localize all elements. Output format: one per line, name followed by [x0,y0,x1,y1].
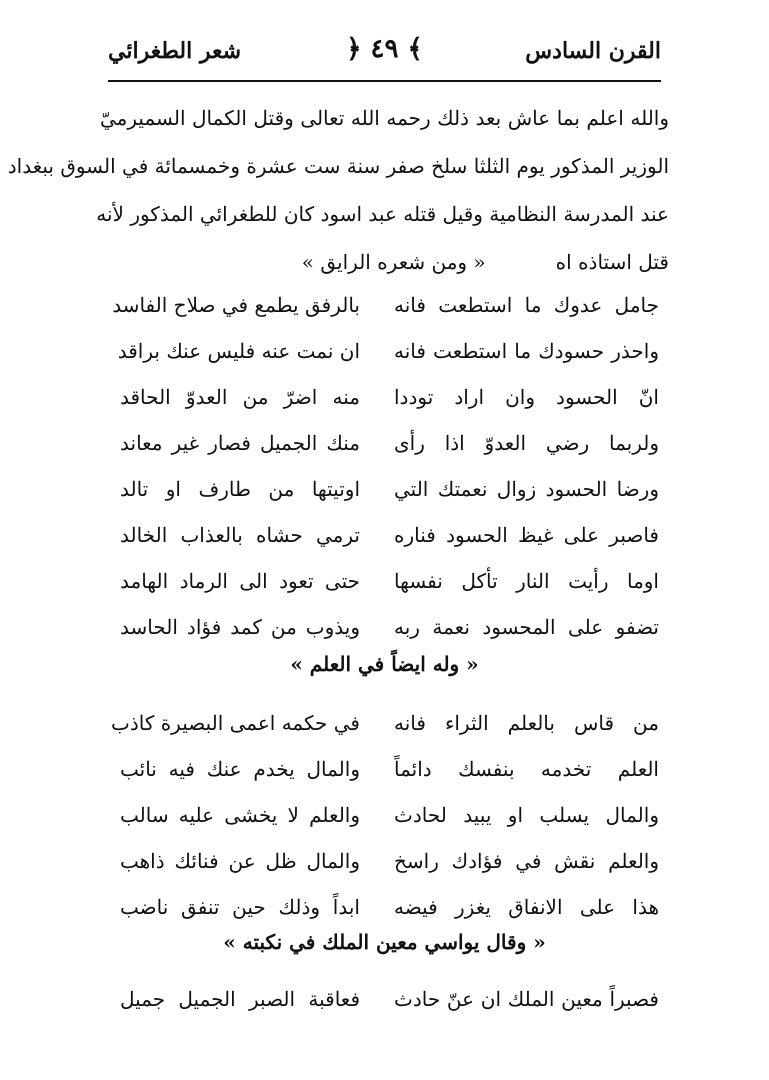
running-title-left: شعر الطغرائي [108,38,242,64]
second-hemistich: والعلم لا يخشى عليه سالب [120,803,360,827]
prose-line-text: قتل استاذه اه [555,250,669,274]
poem-consolation [120,976,659,1022]
poem-knowledge [110,700,659,930]
prose-line-last [100,238,669,286]
second-hemistich: ترمي حشاه بالعذاب الخالد [120,523,360,547]
verse [110,700,659,746]
first-hemistich: ورضا الحسود زوال نعمتك التي [394,477,659,501]
second-hemistich: والمال يخدم عنك فيه نائب [120,757,360,781]
section-title-knowledge: « وله ايضاً في العلم » [290,652,479,676]
page-header [108,30,661,78]
first-hemistich: هذا على الانفاق يغزر فيضه [394,895,659,919]
section-title-consolation: « وقال يواسي معين الملك في نكبته » [223,930,546,954]
second-hemistich: في حكمه اعمى البصيرة كاذب [110,711,360,735]
verse [120,466,659,512]
second-hemistich: ويذوب من كمد فؤاد الحاسد [120,615,360,639]
second-hemistich: ان نمت عنه فليس عنك براقد [117,339,360,363]
second-hemistich: منه اضرّ من العدوّ الحاقد [120,385,360,409]
verse [120,976,659,1022]
verse [120,558,659,604]
first-hemistich: ولربما رضي العدوّ اذا رأى [394,431,659,455]
verse [120,420,659,466]
first-hemistich: والمال يسلب او يبيد لحادث [394,803,659,827]
first-hemistich: العلم تخدمه بنفسك دائماً [394,757,659,781]
prose-line: والله اعلم بما عاش بعد ذلك رحمه الله تعالى وقتل الكمال السميرميّ [100,106,669,130]
prose-paragraph [7,94,669,286]
verse [120,884,659,930]
first-hemistich: اوما رأيت النار تأكل نفسها [394,569,659,593]
first-hemistich: انّ الحسود وان اراد توددا [394,385,659,409]
first-hemistich: جامل عدوك ما استطعت فانه [394,293,659,317]
verse [120,512,659,558]
poem-envy [112,282,659,650]
first-hemistich: تضفو على المحسود نعمة ربه [394,615,659,639]
running-title-right: القرن السادس [525,38,661,64]
verse [120,792,659,838]
prose-line: عند المدرسة النظامية وقيل قتله عبد اسود كان للطغرائي المذكور لأنه [96,202,669,226]
second-hemistich: والمال ظل عن فنائك ذاهب [120,849,360,873]
first-hemistich: والعلم نقش في فؤادك راسخ [394,849,659,873]
verse [117,328,659,374]
verse [120,374,659,420]
header-rule [108,80,661,82]
first-hemistich: واحذر حسودك ما استطعت فانه [394,339,659,363]
poem-subtitle: « ومن شعره الرايق » [301,250,486,274]
second-hemistich: ابداً وذلك حين تنفق ناضب [120,895,360,919]
second-hemistich: حتى تعود الى الرماد الهامد [120,569,360,593]
second-hemistich: بالرفق يطمع في صلاح الفاسد [112,293,360,317]
page-number: ﴿ ٤٩ ﴾ [346,34,423,64]
first-hemistich: فاصبر على غيظ الحسود فناره [394,523,659,547]
prose-line: الوزير المذكور يوم الثلثا سلخ صفر سنة ست عشرة وخمسمائة في السوق ببغداد [7,154,669,178]
second-hemistich: فعاقبة الصبر الجميل جميل [120,987,360,1011]
second-hemistich: منك الجميل فصار غير معاند [120,431,360,455]
verse [120,604,659,650]
verse [120,746,659,792]
verse [112,282,659,328]
first-hemistich: فصبراً معين الملك ان عنّ حادث [394,987,659,1011]
verse [120,838,659,884]
first-hemistich: من قاس بالعلم الثراء فانه [394,711,659,735]
second-hemistich: اوتيتها من طارف او تالد [120,477,360,501]
